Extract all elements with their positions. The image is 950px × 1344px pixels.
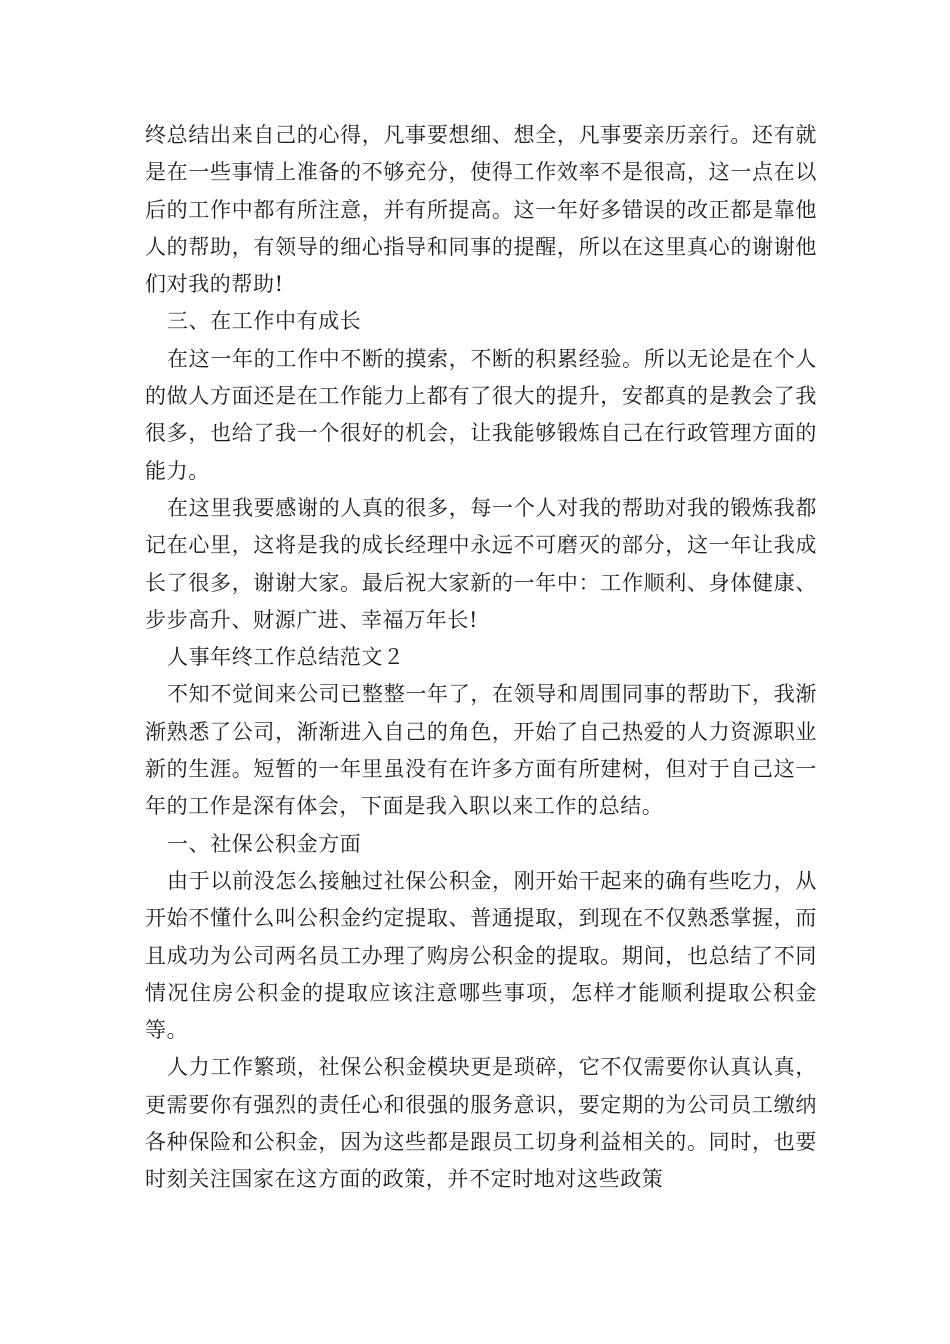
paragraph: 人力工作繁琐，社保公积金模块更是琐碎，它不仅需要你认真认真，更需要你有强烈的责任心和很强的服务意识，要定期的为公司员工缴纳各种保险和公积金，因为这些都是跟员工切身利益相关的。同时，也要时刻关注国家在这方面的政策，并不定时地对这些政策 [145,1055,817,1192]
section-heading-growth: 三、在工作中有成长 [167,309,362,334]
paragraph: 在这一年的工作中不断的摸索，不断的积累经验。所以无论是在个人的做人方面还是在工作能力上都有了很大的提升，安都真的是教会了我很多，也给了我一个很好的机会，让我能够锻炼自己在行政管理方面的能力。 [145,346,817,483]
paragraph: 在这里我要感谢的人真的很多，每一个人对我的帮助对我的锻炼我都记在心里，这将是我的成长经理中永远不可磨灭的部分，这一年让我成长了很多，谢谢大家。最后祝大家新的一年中：工作顺利、身体健康、步步高升、财源广进、幸福万年长! [145,495,817,632]
document-body [145,117,817,1199]
paragraph: 不知不觉间来公司已整整一年了，在领导和周围同事的帮助下，我渐渐熟悉了公司，渐渐进入自己的角色，开始了自己热爱的人力资源职业新的生涯。短暂的一年里虽没有在许多方面有所建树，但对于自己这一年的工作是深有体会，下面是我入职以来工作的总结。 [145,682,817,819]
paragraph-continued: 终总结出来自己的心得，凡事要想细、想全，凡事要亲历亲行。还有就是在一些事情上准备的不够充分，使得工作效率不是很高，这一点在以后的工作中都有所注意，并有所提高。这一年好多错误的改正都是靠他人的帮助，有领导的细心指导和同事的提醒，所以在这里真心的谢谢他们对我的帮助! [145,123,817,297]
paragraph: 由于以前没怎么接触过社保公积金，刚开始干起来的确有些吃力，从开始不懂什么叫公积金约定提取、普通提取，到现在不仅熟悉掌握，而且成功为公司两名员工办理了购房公积金的提取。期间，也总结了不同情况住房公积金的提取应该注意哪些事项，怎样才能顺利提取公积金等。 [145,868,817,1043]
section-heading-social-security: 一、社保公积金方面 [167,831,362,856]
section-heading-sample-2: 人事年终工作总结范文２ [167,645,405,670]
